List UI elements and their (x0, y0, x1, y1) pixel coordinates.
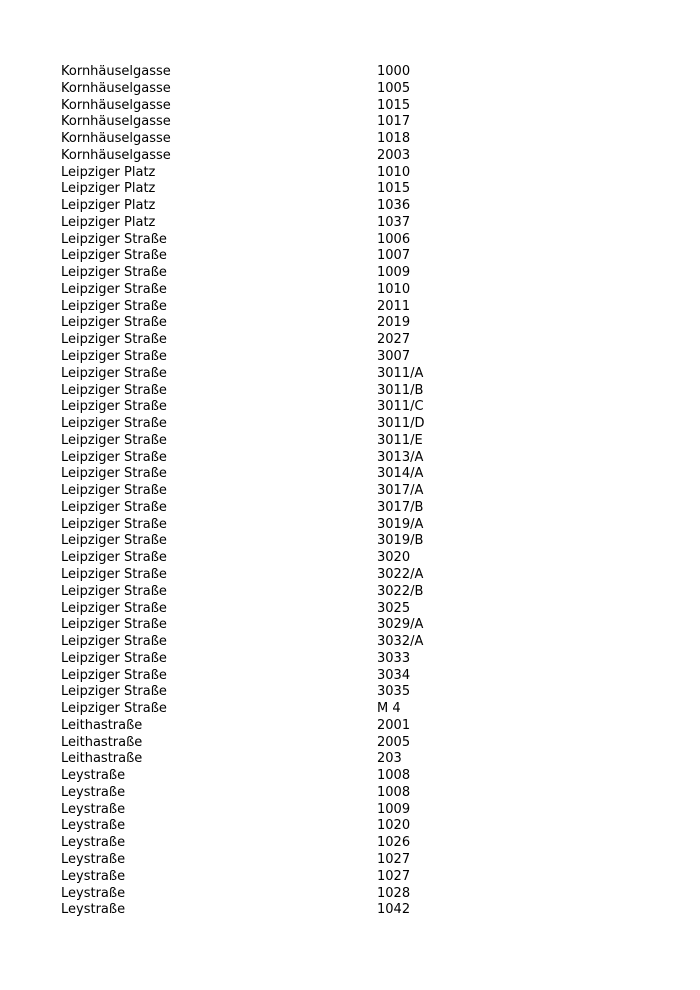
table-row (61, 886, 581, 903)
street-name-cell: Leipziger Straße (61, 332, 167, 348)
table-row (61, 668, 581, 685)
street-name-cell: Leipziger Straße (61, 499, 167, 515)
house-number-cell: 1026 (377, 835, 411, 851)
house-number-cell: 1009 (377, 801, 411, 817)
street-name-cell: Leithastraße (61, 734, 143, 750)
street-name-cell: Leipziger Straße (61, 650, 167, 666)
table-row (61, 131, 581, 148)
street-name-cell: Leystraße (61, 784, 126, 800)
house-number-cell: 1027 (377, 868, 411, 884)
table-row (61, 902, 581, 919)
table-row (61, 818, 581, 835)
house-number-cell: 3017/A (377, 483, 424, 499)
table-row (61, 651, 581, 668)
table-row (61, 181, 581, 198)
street-name-cell: Leipziger Platz (61, 164, 156, 180)
street-name-cell: Leystraße (61, 851, 126, 867)
house-number-cell: 1015 (377, 181, 411, 197)
table-row (61, 383, 581, 400)
table-row (61, 282, 581, 299)
table-row (61, 483, 581, 500)
house-number-cell: 3034 (377, 667, 411, 683)
street-name-cell: Leithastraße (61, 751, 143, 767)
house-number-cell: 3020 (377, 550, 411, 566)
table-row (61, 567, 581, 584)
table-row (61, 852, 581, 869)
table-row (61, 751, 581, 768)
street-name-cell: Leipziger Straße (61, 315, 167, 331)
street-name-cell: Leithastraße (61, 717, 143, 733)
street-name-cell: Leipziger Straße (61, 600, 167, 616)
street-name-cell: Leipziger Straße (61, 248, 167, 264)
street-name-cell: Kornhäuselgasse (61, 147, 171, 163)
house-number-cell: 1028 (377, 885, 411, 901)
street-name-cell: Leystraße (61, 768, 126, 784)
house-number-cell: 2003 (377, 147, 411, 163)
street-name-cell: Leipziger Straße (61, 399, 167, 415)
table-row (61, 601, 581, 618)
street-name-cell: Leipziger Straße (61, 466, 167, 482)
street-name-cell: Leipziger Straße (61, 365, 167, 381)
table-row (61, 550, 581, 567)
street-name-cell: Leipziger Straße (61, 684, 167, 700)
house-number-cell: 3011/B (377, 382, 424, 398)
street-name-cell: Leipziger Platz (61, 198, 156, 214)
street-name-cell: Leipziger Straße (61, 298, 167, 314)
house-number-cell: 1020 (377, 818, 411, 834)
house-number-cell: 1042 (377, 902, 411, 918)
table-row (61, 617, 581, 634)
house-number-cell: 1009 (377, 265, 411, 281)
street-name-cell: Kornhäuselgasse (61, 131, 171, 147)
street-name-cell: Kornhäuselgasse (61, 114, 171, 130)
house-number-cell: 3019/A (377, 516, 424, 532)
house-number-cell: 3013/A (377, 449, 424, 465)
street-name-cell: Kornhäuselgasse (61, 97, 171, 113)
street-name-cell: Kornhäuselgasse (61, 64, 171, 79)
house-number-cell: 1015 (377, 97, 411, 113)
house-number-cell: 3019/B (377, 533, 424, 549)
table-row (61, 198, 581, 215)
house-number-cell: 1018 (377, 131, 411, 147)
house-number-cell: 3022/B (377, 583, 424, 599)
house-number-cell: 203 (377, 751, 402, 767)
table-row (61, 701, 581, 718)
table-row (61, 299, 581, 316)
street-name-cell: Leipziger Straße (61, 516, 167, 532)
table-row (61, 366, 581, 383)
house-number-cell: M 4 (377, 701, 401, 717)
street-name-cell: Leipziger Straße (61, 701, 167, 717)
house-number-cell: 1027 (377, 851, 411, 867)
street-name-cell: Leystraße (61, 801, 126, 817)
house-number-cell: 2005 (377, 734, 411, 750)
street-name-cell: Leipziger Straße (61, 483, 167, 499)
house-number-cell: 1008 (377, 768, 411, 784)
house-number-cell: 3035 (377, 684, 411, 700)
house-number-cell: 2001 (377, 717, 411, 733)
table-row (61, 349, 581, 366)
street-name-cell: Leipziger Straße (61, 533, 167, 549)
table-row (61, 265, 581, 282)
table-row (61, 869, 581, 886)
house-number-cell: 2019 (377, 315, 411, 331)
house-number-cell: 1036 (377, 198, 411, 214)
house-number-cell: 3011/E (377, 432, 423, 448)
house-number-cell: 2027 (377, 332, 411, 348)
street-name-cell: Leystraße (61, 902, 126, 918)
table-row (61, 215, 581, 232)
street-name-cell: Leystraße (61, 868, 126, 884)
street-name-cell: Leipziger Straße (61, 265, 167, 281)
house-number-cell: 1010 (377, 164, 411, 180)
street-name-cell: Leystraße (61, 818, 126, 834)
house-number-cell: 1000 (377, 64, 411, 79)
table-row (61, 517, 581, 534)
table-row (61, 399, 581, 416)
street-name-cell: Leipziger Platz (61, 214, 156, 230)
house-number-cell: 3022/A (377, 566, 424, 582)
street-name-cell: Leystraße (61, 835, 126, 851)
table-row (61, 500, 581, 517)
street-name-cell: Leipziger Straße (61, 281, 167, 297)
house-number-cell: 1006 (377, 231, 411, 247)
table-row (61, 148, 581, 165)
table-row (61, 332, 581, 349)
house-number-cell: 1008 (377, 784, 411, 800)
table-row (61, 232, 581, 249)
street-name-cell: Leipziger Straße (61, 416, 167, 432)
table-row (61, 802, 581, 819)
street-name-cell: Kornhäuselgasse (61, 80, 171, 96)
table-row (61, 835, 581, 852)
house-number-cell: 3014/A (377, 466, 424, 482)
house-number-cell: 3025 (377, 600, 411, 616)
house-number-cell: 3007 (377, 349, 411, 365)
table-row (61, 466, 581, 483)
street-name-cell: Leipziger Straße (61, 449, 167, 465)
street-name-cell: Leipziger Straße (61, 634, 167, 650)
table-row (61, 64, 581, 81)
table-row (61, 114, 581, 131)
street-name-cell: Leystraße (61, 885, 126, 901)
house-number-cell: 3017/B (377, 499, 424, 515)
house-number-cell: 1037 (377, 214, 411, 230)
table-row (61, 98, 581, 115)
street-name-cell: Leipziger Straße (61, 566, 167, 582)
table-row (61, 768, 581, 785)
street-name-cell: Leipziger Straße (61, 382, 167, 398)
house-number-cell: 3011/C (377, 399, 424, 415)
house-number-cell: 3011/A (377, 365, 424, 381)
street-name-cell: Leipziger Straße (61, 617, 167, 633)
table-row (61, 634, 581, 651)
house-number-cell: 1007 (377, 248, 411, 264)
house-number-cell: 3032/A (377, 634, 424, 650)
table-row (61, 165, 581, 182)
street-name-cell: Leipziger Straße (61, 432, 167, 448)
address-table (61, 64, 581, 919)
table-row (61, 248, 581, 265)
table-row (61, 315, 581, 332)
table-row (61, 416, 581, 433)
street-name-cell: Leipziger Straße (61, 583, 167, 599)
table-row (61, 735, 581, 752)
house-number-cell: 3033 (377, 650, 411, 666)
table-row (61, 684, 581, 701)
house-number-cell: 1017 (377, 114, 411, 130)
table-row (61, 718, 581, 735)
table-row (61, 584, 581, 601)
table-row (61, 450, 581, 467)
house-number-cell: 1005 (377, 80, 411, 96)
house-number-cell: 1010 (377, 281, 411, 297)
house-number-cell: 2011 (377, 298, 411, 314)
street-name-cell: Leipziger Straße (61, 349, 167, 365)
street-name-cell: Leipziger Straße (61, 667, 167, 683)
house-number-cell: 3011/D (377, 416, 425, 432)
table-row (61, 533, 581, 550)
house-number-cell: 3029/A (377, 617, 424, 633)
table-row (61, 433, 581, 450)
table-row (61, 81, 581, 98)
table-row (61, 785, 581, 802)
street-name-cell: Leipziger Straße (61, 550, 167, 566)
street-name-cell: Leipziger Straße (61, 231, 167, 247)
street-name-cell: Leipziger Platz (61, 181, 156, 197)
